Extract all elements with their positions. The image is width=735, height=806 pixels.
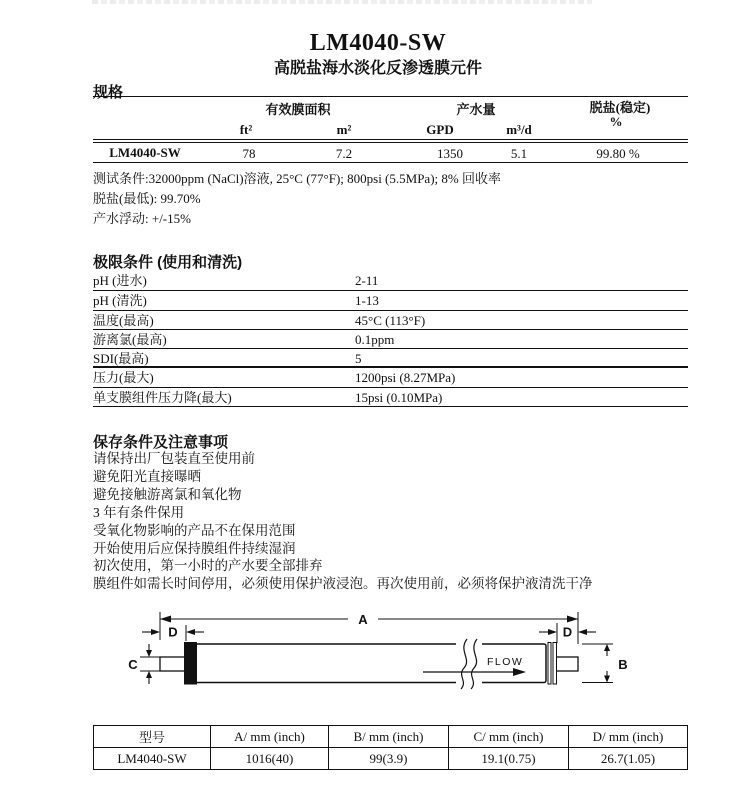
spec-row-model: LM4040-SW bbox=[109, 145, 181, 160]
dim-value-d: 26.7(1.05) bbox=[569, 748, 688, 770]
storage-note: 开始使用后应保持膜组件持续湿润 bbox=[93, 540, 296, 556]
limits-row-temperature bbox=[93, 311, 688, 330]
spec-note-min-rejection: 脱盐(最低): 99.70% bbox=[93, 191, 201, 206]
limit-value: 1200psi (8.27MPa) bbox=[355, 370, 456, 385]
brine-seal-cap bbox=[184, 642, 197, 685]
permeate-tube-right bbox=[556, 657, 578, 671]
permeate-tube-left bbox=[160, 657, 186, 671]
limit-label: SDI(最高) bbox=[93, 351, 149, 366]
dim-value-c: 19.1(0.75) bbox=[449, 748, 569, 770]
dim-header-c: C/ mm (inch) bbox=[449, 726, 569, 748]
page-title: LM4040-SW bbox=[309, 30, 447, 56]
dim-label-b: B bbox=[618, 657, 628, 672]
limit-label: pH (进水) bbox=[93, 273, 147, 288]
spec-note-test-conditions: 测试条件:32000ppm (NaCl)溶液, 25°C (77°F); 800psi (5.5MPa); 8% 回收率 bbox=[93, 171, 501, 186]
limit-label: 温度(最高) bbox=[93, 313, 154, 328]
spec-col-group-rejection: 脱盐(稳定) bbox=[589, 100, 651, 115]
spec-note-flow-variation: 产水浮动: +/-15% bbox=[93, 211, 191, 226]
dim-label-c: C bbox=[128, 657, 138, 672]
dimension-table-data-row bbox=[94, 748, 688, 770]
limit-value: 15psi (0.10MPa) bbox=[355, 390, 443, 405]
storage-note: 避免接触游离氯和氧化物 bbox=[93, 486, 242, 502]
dim-value-b: 99(3.9) bbox=[329, 748, 449, 770]
dim-c-arrow-top bbox=[146, 650, 152, 657]
dim-header-b: B/ mm (inch) bbox=[329, 726, 449, 748]
dim-a-arrow-right bbox=[567, 616, 578, 623]
limit-label: 游离氯(最高) bbox=[93, 332, 167, 347]
storage-note: 受氧化物影响的产品不在保用范围 bbox=[93, 522, 296, 538]
end-ring-2 bbox=[553, 643, 557, 685]
spec-col-ft2: ft² bbox=[239, 122, 253, 137]
limit-value: 1-13 bbox=[355, 293, 379, 308]
limits-row-ph-cleaning bbox=[93, 291, 688, 311]
spec-row-rejection: 99.80 % bbox=[596, 146, 640, 161]
limits-row-pressure-drop bbox=[93, 388, 688, 407]
dim-value-model: LM4040-SW bbox=[94, 748, 211, 770]
limits-row-sdi bbox=[93, 349, 688, 368]
limits-row-free-chlorine bbox=[93, 330, 688, 349]
dim-header-d: D/ mm (inch) bbox=[569, 726, 688, 748]
spec-rule-top bbox=[93, 96, 688, 97]
dim-c-arrow-bottom bbox=[146, 671, 152, 678]
limit-value: 5 bbox=[355, 351, 362, 366]
flow-label: FLOW bbox=[487, 656, 524, 668]
storage-notes-list bbox=[93, 450, 693, 593]
storage-note: 初次使用，第一小时的产水要全部排弃 bbox=[93, 558, 323, 574]
spec-col-m2: m² bbox=[336, 122, 352, 137]
spec-col-gpd: GPD bbox=[426, 122, 454, 137]
storage-section-heading: 保存条件及注意事项 bbox=[93, 434, 229, 451]
storage-note: 膜组件如需长时间停用，必须使用保护液浸泡。再次使用前，必须将保护液清洗干净 bbox=[93, 576, 593, 592]
limit-value: 45°C (113°F) bbox=[355, 313, 426, 328]
spec-row-flow-m3d: 5.1 bbox=[510, 146, 528, 161]
limit-label: 压力(最大) bbox=[93, 370, 154, 385]
spec-col-group-area: 有效膜面积 bbox=[265, 102, 331, 117]
spec-row-area-ft2: 78 bbox=[242, 146, 256, 161]
dimension-table bbox=[93, 725, 688, 770]
storage-note: 请保持出厂包装直至使用前 bbox=[93, 451, 255, 466]
dim-label-d-left: D bbox=[168, 624, 178, 640]
storage-note: 避免阳光直接曝晒 bbox=[93, 468, 201, 484]
dim-d-left-arrow1 bbox=[151, 629, 160, 635]
end-ring-1 bbox=[548, 643, 551, 685]
break-whiteout bbox=[456, 642, 482, 685]
dim-label-d-right: D bbox=[562, 624, 573, 640]
cutoff-header-remnant bbox=[92, 0, 592, 4]
spec-section-heading: 规格 bbox=[93, 84, 124, 101]
limit-label: 单支膜组件压力降(最大) bbox=[93, 390, 232, 405]
spec-row-area-m2: 7.2 bbox=[335, 146, 353, 161]
limits-section-heading: 极限条件 (使用和清洗) bbox=[93, 254, 243, 271]
membrane-element-diagram bbox=[120, 599, 635, 717]
spec-col-group-flow: 产水量 bbox=[456, 102, 496, 117]
limit-value: 0.1ppm bbox=[355, 332, 395, 347]
dim-b-arrow-top bbox=[604, 644, 610, 651]
dimension-table-header-row bbox=[94, 726, 688, 748]
dim-d-right-arrow2 bbox=[578, 629, 587, 635]
limits-row-ph-feed bbox=[93, 271, 688, 291]
dim-d-left-arrow2 bbox=[186, 629, 195, 635]
spec-rule-bottom bbox=[93, 162, 688, 163]
dim-a-arrow-left bbox=[160, 616, 171, 623]
limits-row-max-pressure bbox=[93, 368, 688, 388]
limit-label: pH (清洗) bbox=[93, 293, 147, 308]
dim-header-model: 型号 bbox=[94, 726, 211, 748]
dim-header-a: A/ mm (inch) bbox=[211, 726, 329, 748]
storage-note: 3 年有条件保用 bbox=[93, 504, 185, 520]
spec-col-group-rejection-unit: % bbox=[609, 114, 623, 129]
dim-value-a: 1016(40) bbox=[211, 748, 329, 770]
limits-table bbox=[93, 271, 688, 407]
spec-row-flow-gpd: 1350 bbox=[437, 146, 463, 161]
limit-value: 2-11 bbox=[355, 273, 379, 288]
dim-label-a: A bbox=[358, 612, 368, 627]
page-subtitle: 高脱盐海水淡化反渗透膜元件 bbox=[273, 60, 482, 77]
dim-d-right-arrow1 bbox=[548, 629, 557, 635]
spec-rule-double bbox=[93, 139, 688, 143]
dim-b-arrow-bottom bbox=[604, 676, 610, 683]
spec-col-m3d: m³/d bbox=[506, 122, 532, 137]
